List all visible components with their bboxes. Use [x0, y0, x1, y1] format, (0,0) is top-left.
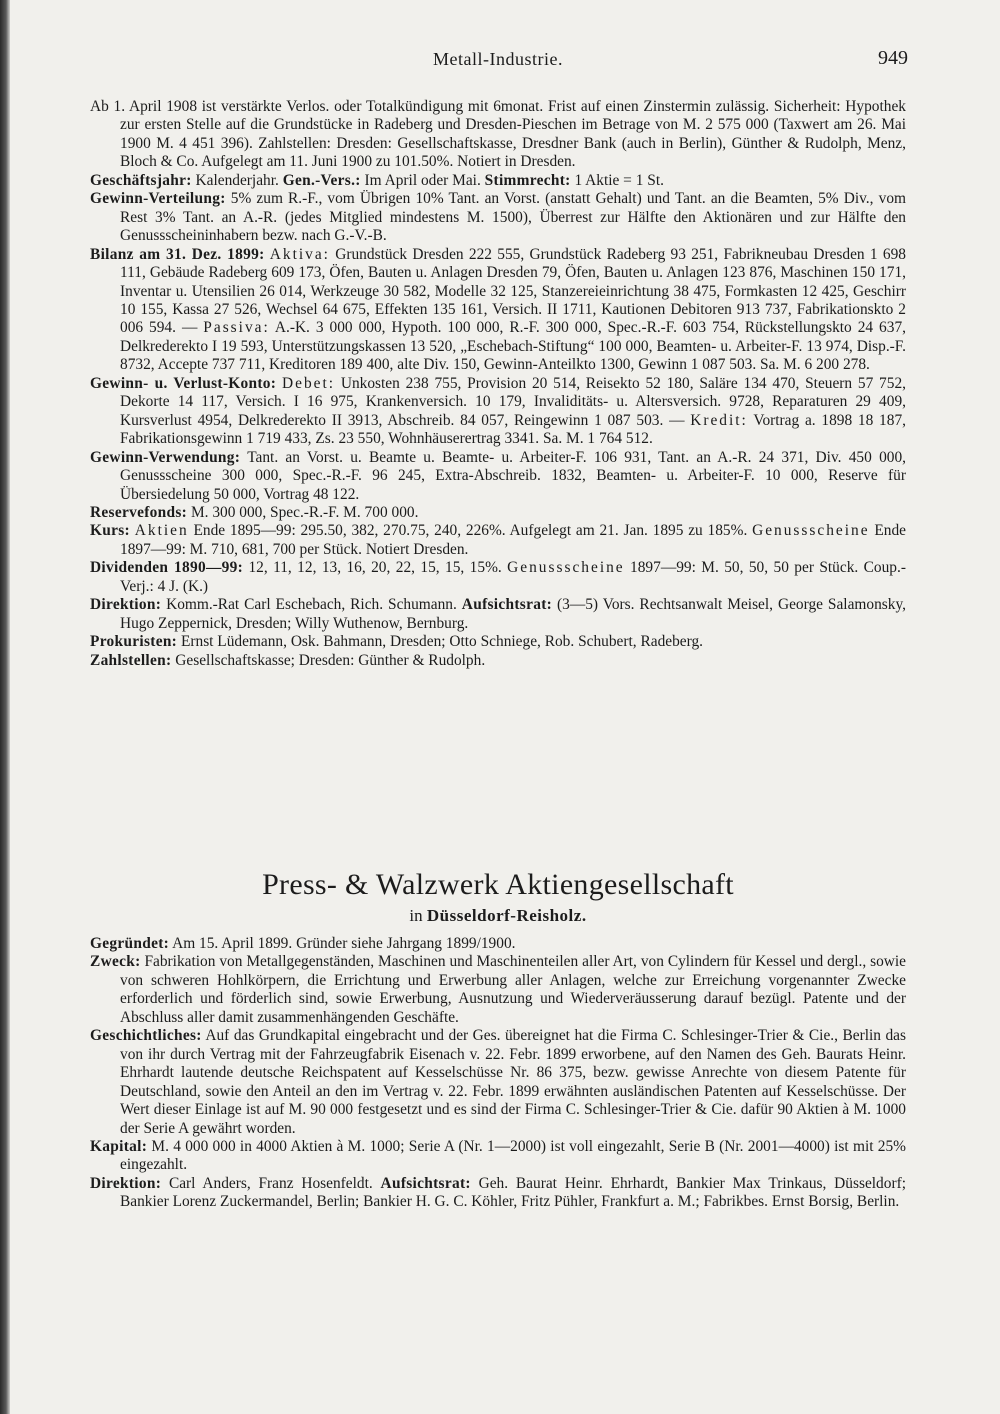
direktion-aufsichtsrat-entry: [90, 1175, 906, 1212]
bilanz-entry: Bilanz am 31. Dez. 1899: Aktiva: Grundstück Dresden 222 555, Grundstück Radeberg 93 251, Fabrikneubau Dresden 1 698 111, Gebäude Radeberg 609 173, Öfen, Bauten u. Anlagen Dresden 79, Öfen, Bauten u. Anlagen 123 876, Maschinen 150 171, Inventar u. Utensilien 26 014, Werkzeuge 30 582, Modelle 32 125, Stanzereieinrichtung 38 475, Formkasten 12 425, Geschirr 10 155, Kassa 27 526, Wechsel 64 675, Effekten 135 161, Versich. II 1711, Kautionen Debitoren 913 737, Fabrikationskto 2 006 594. — Passiva: A.-K. 3 000 000, Hypoth. 100 000, R.-F. 300 000, Spec.-R.-F. 603 754, Rückstellungskto 24 637, Delkrederekto I 19 593, Unterstützungskassen 13 520, „Eschebach-Stiftung“ 100 000, Beamten- u. Arbeiter-F. 13 974, Disp.-F. 8732, Accepte 737 711, Kreditoren 189 400, alte Div. 150, Gewinn-Anteilkto 1300, Gewinn 1 087 503. Sa. M. 6 200 278.: [90, 245, 906, 374]
section-press-walzwerk: [90, 935, 906, 1212]
bond-terms-paragraph: [90, 98, 906, 172]
aktiva-label: Aktiva:: [269, 245, 330, 263]
gewinn-verlust-entry: Gewinn- u. Verlust-Konto: Debet: Unkosten 238 755, Provision 20 514, Reisekto 52 180, Saläre 134 470, Steuern 57 752, Dekorte 14 117, Versich. I 16 975, Krankenversich. 10 179, Invaliditäts- u. Altersversich. 9728, Reparaturen 29 409, Kursverlust 4954, Delkrederekto II 3913, Abschreib. 84 057, Reingewinn 1 087 503. — Kredit: Vortrag a. 1898 18 187, Fabrikationsgewinn 1 719 433, Zs. 23 550, Wohnhäuserertrag 3341. Sa. M. 1 764 512.: [90, 374, 906, 448]
kurs-genussscheine-label: Genussscheine: [752, 522, 870, 540]
geschaeftsjahr-text: Kalenderjahr.: [195, 171, 279, 189]
stimmrecht-label: Stimmrecht:: [484, 171, 571, 189]
dividenden-text: 12, 11, 12, 13, 16, 20, 22, 15, 15, 15%.: [248, 559, 502, 577]
zahlstellen-text: Gesellschaftskasse; Dresden: Günther & Rudolph.: [175, 651, 486, 669]
stimmrecht-text: 1 Aktie = 1 St.: [574, 171, 664, 189]
dividenden-genussscheine-text: 1897—99: M. 50, 50, 50 per Stück. Coup.-Verj.: 4 J. (K.): [120, 559, 906, 595]
dividenden-label: Dividenden 1890—99:: [90, 559, 244, 577]
gegruendet-label: Gegründet:: [90, 935, 170, 952]
direktion-text: Komm.-Rat Carl Eschebach, Rich. Schumann.: [166, 596, 457, 614]
kurs-aktien-label: Aktien: [134, 522, 189, 540]
direktion-label: Direktion:: [90, 1174, 162, 1192]
geschichtliches-entry: [90, 1027, 906, 1138]
zweck-text: Fabrikation von Metallgegenständen, Maschinen und Maschinenteilen aller Art, von Cylindern für Kessel und dergl., sowie von schweren Hohlkörpern, die Errichtung und Erwerbung aller Anlagen, welche zur Erreichung vorgenannter Zwecke erforderlich und förderlich sind, sowie Erwerbung, Ausnutzung und Wiederveräusserung darauf bezügl. Patente und der Abschluss aller damit zusammenhängenden Geschäfte.: [120, 953, 906, 1026]
kapital-text: M. 4 000 000 in 4000 Aktien à M. 1000; Serie A (Nr. 1—2000) ist voll eingezahlt, Serie B (Nr. 2001—4000) ist mit 25% eingezahlt.: [120, 1137, 906, 1174]
gewinn-verteilung-label: Gewinn-Verteilung:: [90, 190, 226, 208]
gewinn-verwendung-label: Gewinn-Verwendung:: [90, 448, 241, 466]
direktion-label: Direktion:: [90, 596, 162, 614]
zweck-label: Zweck:: [90, 953, 141, 971]
company-title: Press- & Walzwerk Aktiengesellschaft: [262, 868, 734, 901]
geschaeftsjahr-label: Geschäftsjahr:: [90, 171, 192, 189]
scan-page-edge: [0, 0, 10, 1414]
kurs-aktien-text: Ende 1895—99: 295.50, 382, 270.75, 240, 226%. Aufgelegt am 21. Jan. 1895 zu 185%.: [193, 522, 748, 540]
gen-vers-text: Im April oder Mai.: [364, 171, 481, 189]
reservefonds-label: Reservefonds:: [90, 503, 188, 521]
direktion-text: Carl Anders, Franz Hosenfeldt.: [168, 1174, 373, 1192]
dividenden-entry: [90, 559, 906, 596]
reservefonds-entry: [90, 504, 906, 522]
gewinn-verteilung-text: 5% zum R.-F., vom Übrigen 10% Tant. an Vorst. (anstatt Gehalt) und Tant. an die Beamten, 5% Div., vom Rest 3% Tant. an A.-R. (jedes Mitglied mindestens M. 1500), Überrest zur Hälfte den Aktionären und zur Hälfte den Genussscheininhabern bezw. nach G.-V.-B.: [120, 190, 906, 245]
gewinn-verlust-label: Gewinn- u. Verlust-Konto:: [90, 374, 277, 392]
kredit-label: Kredit:: [690, 411, 748, 429]
aufsichtsrat-label: Aufsichtsrat:: [380, 1174, 471, 1192]
kurs-entry: [90, 522, 906, 559]
gegruendet-entry: [90, 935, 906, 953]
section-metall-company: [90, 98, 906, 670]
bond-terms-text: Ab 1. April 1908 ist verstärkte Verlos. oder Totalkündigung mit 6monat. Frist auf einen Zinstermin zulässig. Sicherheit: Hypothek zur ersten Stelle auf die Grundstücke in Radeberg und Dresden-Pieschen im Betrage von M. 2 575 000 (Taxwert am 26. Mai 1900 M. 4 451 396). Zahlstellen: Dresden: Gesellschaftskasse, Dresdner Bank (auch in Berlin), Günther & Rudolph, Menz, Bloch & Co. Aufgelegt am 11. Juni 1900 zu 101.50%. Notiert in Dresden.: [90, 98, 906, 171]
debet-text: Unkosten 238 755, Provision 20 514, Reisekto 52 180, Saläre 134 470, Steuern 57 752, Dekorte 14 117, Versich. I 16 975, Krankenversich. 10 179, Invaliditäts- u. Altersversich. 9728, Reparaturen 29 409, Kursverlust 4954, Delkrederekto II 3913, Abschreib. 84 057, Reingewinn 1 087 503.: [120, 374, 906, 429]
aufsichtsrat-text: Geh. Baurat Heinr. Ehrhardt, Bankier Max Trinkaus, Düsseldorf; Bankier Lorenz Zuckermandel, Berlin; Bankier H. G. C. Köhler, Fritz Pühler, Frankfurt a. M.; Fabrikbes. Ernst Borsig, Berlin.: [120, 1174, 906, 1211]
aktiva-text: Grundstück Dresden 222 555, Grundstück Radeberg 93 251, Fabrikneubau Dresden 1 698 111, Gebäude Radeberg 609 173, Öfen, Bauten u. Anlagen Dresden 79, Öfen, Bauten u. Anlagen 123 876, Maschinen 150 171, Inventar u. Utensilien 26 014, Werkzeuge 30 582, Modelle 32 125, Stanzereieinrichtung 38 475, Formkasten 12 425, Geschirr 10 155, Kassa 27 526, Wechsel 64 675, Effekten 135 161, Versich. II 1711, Kautionen Debitoren 913 737, Fabrikationskto 2 006 594.: [120, 245, 906, 337]
debet-label: Debet:: [282, 374, 336, 392]
kapital-entry: [90, 1138, 906, 1175]
kurs-label: Kurs:: [90, 522, 130, 540]
page-number: 949: [878, 47, 908, 69]
prokuristen-entry: [90, 633, 906, 651]
company-location: [90, 906, 906, 926]
gen-vers-label: Gen.-Vers.:: [282, 171, 361, 189]
gewinn-verteilung-entry: [90, 190, 906, 245]
gegruendet-text: Am 15. April 1899. Gründer siehe Jahrgang 1899/1900.: [172, 935, 516, 952]
kredit-text: Vortrag a. 1898 18 187, Fabrikationsgewinn 1 719 433, Zs. 23 550, Wohnhäuserertrag 3341. Sa. M. 1 764 512.: [120, 411, 906, 448]
company-location-name: Düsseldorf-Reisholz.: [426, 906, 587, 925]
company-location-prefix: in: [409, 906, 423, 925]
dividenden-genussscheine-label: Genussscheine: [507, 559, 625, 577]
page-header: [88, 49, 908, 73]
kapital-label: Kapital:: [90, 1137, 148, 1155]
aufsichtsrat-text: (3—5) Vors. Rechtsanwalt Meisel, George Salamonsky, Hugo Zeppernick, Dresden; Willy Wuthenow, Bernburg.: [120, 596, 907, 632]
reservefonds-text: M. 300 000, Spec.-R.-F. M. 700 000.: [190, 503, 419, 521]
zahlstellen-label: Zahlstellen:: [90, 651, 172, 669]
geschichtliches-text: Auf das Grundkapital eingebracht und der Ges. übereignet hat die Firma C. Schlesinger-Trier & Cie., Berlin das von ihr durch Vertrag mit der Fahrzeugfabrik Eisenach v. 22. Febr. 1899 erworbene, auf den Namen des Geh. Baurats Heinr. Ehrhardt lautende deutsche Reichspatent auf Kesselschüsse Nr. 86 375, bezw. gewisse Anrechte von diesem Patente für Deutschland, sowie den Anteil an den im Vertrag v. 22. Febr. 1899 erwähnten ausländischen Patenten auf Kesselschüsse. Der Wert dieser Einlage ist auf M. 90 000 festgesetzt und es sind der Firma C. Schlesinger-Trier & Cie. dafür 90 Aktien à M. 1000 der Serie A gewährt worden.: [120, 1027, 907, 1137]
running-title: Metall-Industrie.: [433, 49, 563, 69]
prokuristen-label: Prokuristen:: [90, 633, 178, 651]
passiva-text: A.-K. 3 000 000, Hypoth. 100 000, R.-F. 300 000, Spec.-R.-F. 603 754, Rückstellungskto 24 637, Delkrederekto I 19 593, Unterstützungskassen 13 520, „Eschebach-Stiftung“ 100 000, Beamten- u. Arbeiter-F. 13 974, Disp.-F. 8732, Accepte 737 711, Kreditoren 189 400, alte Div. 150, Gewinn-Anteilkto 1300, Gewinn 1 087 503. Sa. M. 6 200 278.: [120, 319, 906, 374]
prokuristen-text: Ernst Lüdemann, Osk. Bahmann, Dresden; Otto Schniege, Rob. Schubert, Radeberg.: [180, 633, 704, 651]
kurs-genussscheine-text: Ende 1897—99: M. 710, 681, 700 per Stück. Notiert Dresden.: [120, 522, 906, 558]
direktion-entry: [90, 596, 906, 633]
gewinn-verwendung-text: Tant. an Vorst. u. Beamte u. Beamte- u. Arbeiter-F. 106 931, Tant. an A.-R. 24 371, Div. 450 000, Genussscheine 300 000, Spec.-R.-F. 96 245, Extra-Abschreib. 1832, Beamten- u. Arbeiter-F. 10 000, Reserve für Übersiedelung 50 000, Vortrag 48 122.: [120, 448, 906, 503]
aufsichtsrat-label: Aufsichtsrat:: [461, 596, 553, 614]
geschichtliches-label: Geschichtliches:: [90, 1027, 202, 1045]
gewinn-verwendung-entry: [90, 449, 906, 504]
bilanz-label: Bilanz am 31. Dez. 1899:: [90, 245, 265, 263]
zweck-entry: [90, 953, 906, 1027]
geschaeftsjahr-entry: [90, 172, 906, 190]
passiva-label: Passiva:: [203, 319, 270, 337]
zahlstellen-entry: [90, 652, 906, 670]
